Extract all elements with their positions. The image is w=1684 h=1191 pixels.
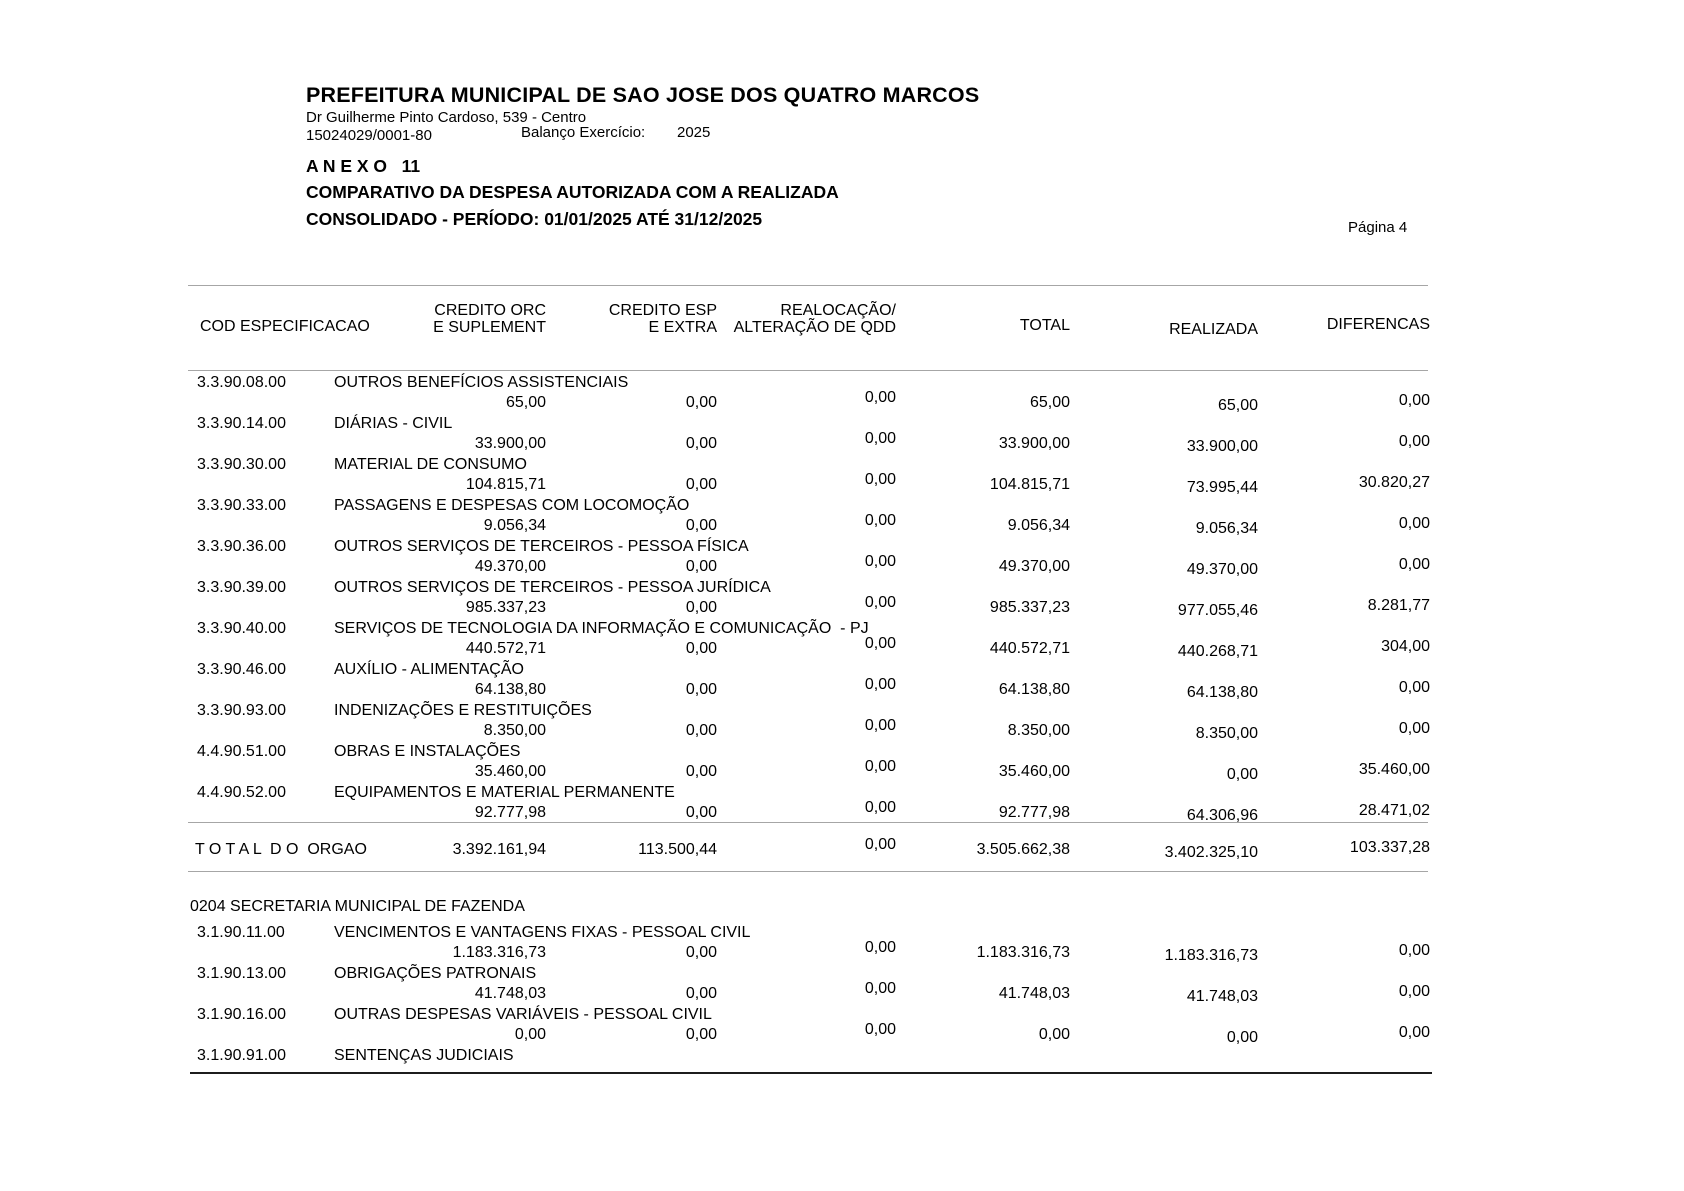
row-description: OBRAS E INSTALAÇÕES (334, 743, 521, 760)
row-value-realizada: 9.056,34 (1195, 520, 1258, 537)
row-value-credito-esp: 0,00 (685, 1026, 717, 1043)
row-value-realizada: 1.183.316,73 (1164, 947, 1258, 964)
row-value-realizada: 0,00 (1226, 766, 1258, 783)
column-header-especificacao: ESPECIFICACAO (240, 318, 370, 335)
row-value-total: 33.900,00 (998, 435, 1070, 452)
row-value-realizada: 8.350,00 (1195, 725, 1258, 742)
row-value-diferencas: 0,00 (1398, 515, 1430, 532)
row-value-diferencas: 0,00 (1398, 720, 1430, 737)
row-description: AUXÍLIO - ALIMENTAÇÃO (334, 661, 524, 678)
period-title: CONSOLIDADO - PERÍODO: 01/01/2025 ATÉ 31/12/2025 (306, 209, 763, 229)
row-code: 3.1.90.13.00 (197, 965, 286, 982)
row-value-realocacao: 0,00 (864, 512, 896, 529)
total-value-credito-orc: 3.392.161,94 (452, 841, 546, 858)
row-value-realizada: 73.995,44 (1186, 479, 1258, 496)
row-value-credito-orc: 33.900,00 (474, 435, 546, 452)
row-code: 3.1.90.91.00 (197, 1047, 286, 1064)
row-code: 4.4.90.51.00 (197, 743, 286, 760)
row-value-realocacao: 0,00 (864, 1021, 896, 1038)
row-description: PASSAGENS E DESPESAS COM LOCOMOÇÃO (334, 497, 690, 514)
row-value-diferencas: 0,00 (1398, 433, 1430, 450)
row-code: 3.3.90.36.00 (197, 538, 286, 555)
page-number: Página 4 (1348, 219, 1408, 236)
row-value-diferencas: 8.281,77 (1367, 597, 1430, 614)
row-value-realizada: 64.306,96 (1186, 807, 1258, 824)
table-row (0, 661, 1684, 702)
row-value-credito-esp: 0,00 (685, 985, 717, 1002)
row-value-realizada: 65,00 (1217, 397, 1258, 414)
row-code: 3.1.90.16.00 (197, 1006, 286, 1023)
row-value-realocacao: 0,00 (864, 389, 896, 406)
row-value-total: 41.748,03 (998, 985, 1070, 1002)
table-row (0, 456, 1684, 497)
total-do-orgao-row (0, 836, 1684, 861)
row-code: 3.3.90.93.00 (197, 702, 286, 719)
column-header-realocacao-line1: REALOCAÇÃO/ (780, 302, 896, 319)
row-value-diferencas: 30.820,27 (1358, 474, 1430, 491)
row-value-credito-esp: 0,00 (685, 722, 717, 739)
row-value-credito-orc: 64.138,80 (474, 681, 546, 698)
row-value-credito-esp: 0,00 (685, 804, 717, 821)
row-code: 3.3.90.46.00 (197, 661, 286, 678)
table-row (0, 1006, 1684, 1047)
row-value-realocacao: 0,00 (864, 635, 896, 652)
row-value-credito-orc: 0,00 (514, 1026, 546, 1043)
row-code: 3.3.90.30.00 (197, 456, 286, 473)
row-value-total: 65,00 (1029, 394, 1070, 411)
column-header-realocacao-line2: ALTERAÇÃO DE QDD (733, 319, 896, 336)
row-value-credito-esp: 0,00 (685, 435, 717, 452)
row-code: 3.3.90.39.00 (197, 579, 286, 596)
row-value-credito-orc: 92.777,98 (474, 804, 546, 821)
row-value-realocacao: 0,00 (864, 758, 896, 775)
report-title: COMPARATIVO DA DESPESA AUTORIZADA COM A REALIZADA (306, 182, 839, 202)
row-value-credito-orc: 65,00 (505, 394, 546, 411)
row-value-credito-orc: 35.460,00 (474, 763, 546, 780)
row-description: VENCIMENTOS E VANTAGENS FIXAS - PESSOAL CIVIL (334, 924, 751, 941)
row-description: SERVIÇOS DE TECNOLOGIA DA INFORMAÇÃO E COMUNICAÇÃO - PJ (334, 620, 869, 637)
row-value-credito-esp: 0,00 (685, 558, 717, 575)
row-value-credito-orc: 8.350,00 (483, 722, 546, 739)
row-value-realocacao: 0,00 (864, 594, 896, 611)
row-description: OBRIGAÇÕES PATRONAIS (334, 965, 537, 982)
row-value-realocacao: 0,00 (864, 939, 896, 956)
row-value-realocacao: 0,00 (864, 717, 896, 734)
row-value-realocacao: 0,00 (864, 676, 896, 693)
row-value-diferencas: 0,00 (1398, 556, 1430, 573)
row-value-credito-orc: 9.056,34 (483, 517, 546, 534)
row-value-realizada: 33.900,00 (1186, 438, 1258, 455)
row-code: 3.3.90.33.00 (197, 497, 286, 514)
table-row (0, 579, 1684, 620)
row-code: 3.3.90.08.00 (197, 374, 286, 391)
row-value-total: 985.337,23 (989, 599, 1070, 616)
column-header-diferencas: DIFERENCAS (1326, 316, 1430, 333)
table-row (0, 702, 1684, 743)
table-row (0, 497, 1684, 538)
row-value-diferencas: 0,00 (1398, 392, 1430, 409)
total-value-total: 3.505.662,38 (976, 841, 1070, 858)
row-value-credito-esp: 0,00 (685, 944, 717, 961)
row-description: OUTROS SERVIÇOS DE TERCEIROS - PESSOA JURÍDICA (334, 579, 771, 596)
table-row (0, 924, 1684, 965)
row-value-diferencas: 0,00 (1398, 942, 1430, 959)
entity-name: PREFEITURA MUNICIPAL DE SAO JOSE DOS QUATRO MARCOS (306, 83, 980, 107)
column-header-realizada: REALIZADA (1169, 321, 1258, 338)
row-description: OUTROS SERVIÇOS DE TERCEIROS - PESSOA FÍSICA (334, 538, 749, 555)
balance-exercise-year: 2025 (677, 124, 711, 141)
section-header-0204: 0204 SECRETARIA MUNICIPAL DE FAZENDA (190, 898, 525, 915)
row-description: OUTRAS DESPESAS VARIÁVEIS - PESSOAL CIVIL (334, 1006, 712, 1023)
row-value-realizada: 977.055,46 (1177, 602, 1258, 619)
row-value-realizada: 49.370,00 (1186, 561, 1258, 578)
column-header-credito-esp-line1: CREDITO ESP (608, 302, 717, 319)
row-description: EQUIPAMENTOS E MATERIAL PERMANENTE (334, 784, 675, 801)
row-value-realocacao: 0,00 (864, 799, 896, 816)
row-value-credito-esp: 0,00 (685, 476, 717, 493)
total-value-diferencas: 103.337,28 (1349, 839, 1430, 856)
total-do-orgao-label: T O T A L D O ORGAO (195, 841, 367, 858)
row-value-credito-orc: 41.748,03 (474, 985, 546, 1002)
row-code: 3.1.90.11.00 (197, 924, 285, 941)
row-value-total: 49.370,00 (998, 558, 1070, 575)
row-value-total: 35.460,00 (998, 763, 1070, 780)
row-value-realocacao: 0,00 (864, 430, 896, 447)
row-description: DIÁRIAS - CIVIL (334, 415, 453, 432)
row-value-total: 64.138,80 (998, 681, 1070, 698)
row-value-credito-orc: 49.370,00 (474, 558, 546, 575)
row-value-total: 0,00 (1038, 1026, 1070, 1043)
row-value-total: 92.777,98 (998, 804, 1070, 821)
row-value-realocacao: 0,00 (864, 471, 896, 488)
column-header-cod: COD (200, 318, 236, 335)
column-header-total: TOTAL (1019, 317, 1070, 334)
row-code: 3.3.90.40.00 (197, 620, 286, 637)
total-value-credito-esp: 113.500,44 (638, 841, 717, 858)
row-value-credito-esp: 0,00 (685, 640, 717, 657)
row-value-diferencas: 0,00 (1398, 679, 1430, 696)
row-description: MATERIAL DE CONSUMO (334, 456, 527, 473)
row-value-realizada: 41.748,03 (1186, 988, 1258, 1005)
total-value-realizada: 3.402.325,10 (1164, 844, 1258, 861)
row-value-credito-orc: 1.183.316,73 (452, 944, 546, 961)
row-code: 3.3.90.14.00 (197, 415, 286, 432)
annex-title: A N E X O 11 (306, 156, 421, 176)
row-value-credito-orc: 440.572,71 (465, 640, 546, 657)
table-row (0, 374, 1684, 415)
entity-registration: 15024029/0001-80 (306, 127, 432, 144)
row-value-diferencas: 35.460,00 (1358, 761, 1430, 778)
row-value-credito-esp: 0,00 (685, 763, 717, 780)
row-code: 4.4.90.52.00 (197, 784, 286, 801)
row-value-diferencas: 304,00 (1381, 638, 1430, 655)
row-value-total: 104.815,71 (989, 476, 1070, 493)
row-value-realizada: 64.138,80 (1186, 684, 1258, 701)
column-header-credito-orc-line1: CREDITO ORC (434, 302, 546, 319)
balance-exercise-label: Balanço Exercício: (521, 124, 646, 141)
row-description: SENTENÇAS JUDICIAIS (334, 1047, 514, 1064)
table-row (0, 415, 1684, 456)
row-value-credito-esp: 0,00 (685, 681, 717, 698)
row-value-total: 1.183.316,73 (976, 944, 1070, 961)
row-value-credito-esp: 0,00 (685, 599, 717, 616)
table-row (0, 1047, 1684, 1088)
table-row (0, 743, 1684, 784)
row-value-credito-orc: 985.337,23 (465, 599, 546, 616)
table-row (0, 784, 1684, 825)
table-row (0, 965, 1684, 1006)
row-value-total: 8.350,00 (1007, 722, 1070, 739)
row-value-diferencas: 0,00 (1398, 983, 1430, 1000)
row-value-realocacao: 0,00 (864, 553, 896, 570)
row-value-realizada: 440.268,71 (1177, 643, 1258, 660)
row-value-credito-esp: 0,00 (685, 394, 717, 411)
row-description: OUTROS BENEFÍCIOS ASSISTENCIAIS (334, 374, 629, 391)
row-value-total: 440.572,71 (989, 640, 1070, 657)
row-value-realocacao: 0,00 (864, 980, 896, 997)
row-value-credito-esp: 0,00 (685, 517, 717, 534)
row-value-credito-orc: 104.815,71 (465, 476, 546, 493)
row-description: INDENIZAÇÕES E RESTITUIÇÕES (334, 702, 592, 719)
table-row (0, 620, 1684, 661)
total-value-realocacao: 0,00 (864, 836, 896, 853)
column-header-credito-orc-line2: E SUPLEMENT (433, 319, 546, 336)
table-row (0, 538, 1684, 579)
row-value-diferencas: 0,00 (1398, 1024, 1430, 1041)
row-value-diferencas: 28.471,02 (1358, 802, 1430, 819)
entity-address: Dr Guilherme Pinto Cardoso, 539 - Centro (306, 109, 587, 126)
column-header-credito-esp-line2: E EXTRA (648, 319, 717, 336)
row-value-realizada: 0,00 (1226, 1029, 1258, 1046)
row-value-total: 9.056,34 (1007, 517, 1070, 534)
